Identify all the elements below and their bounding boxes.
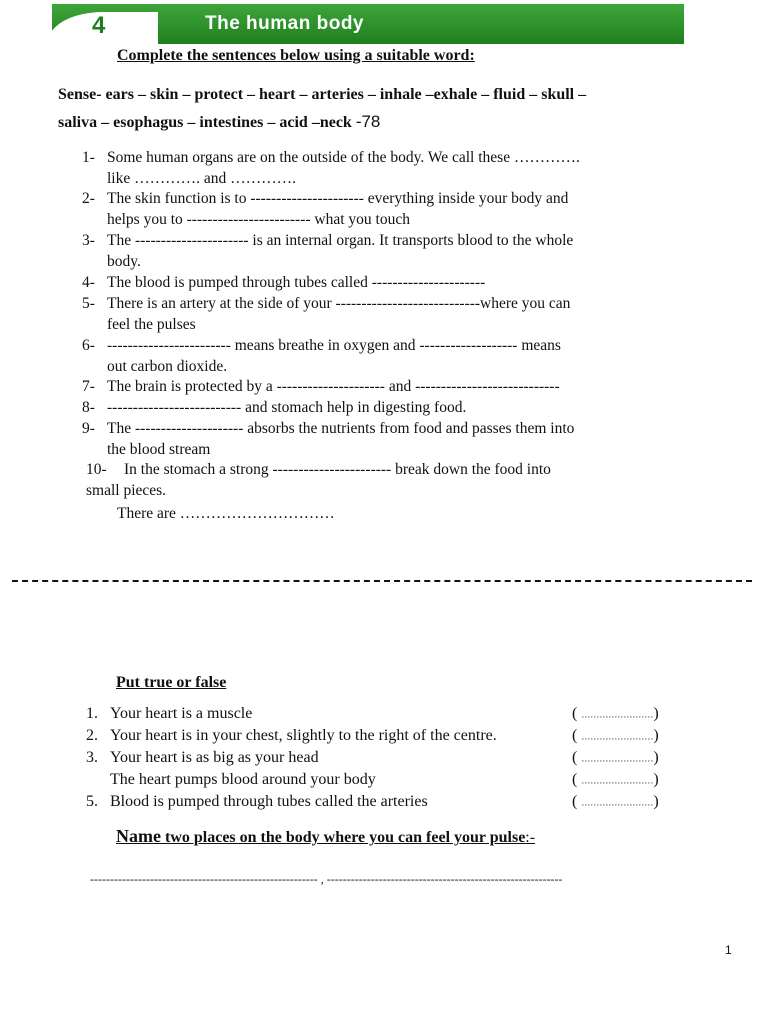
question-text: The --------------------- absorbs the nutrients from food and passes them into: [107, 420, 575, 437]
page-title: The human body: [205, 13, 364, 34]
question-number: 2-: [82, 190, 95, 207]
question-text: small pieces.: [86, 482, 167, 499]
paren-close: ): [653, 727, 659, 744]
answer-dots: ……………………: [581, 753, 654, 764]
question-text: The skin function is to ---------------------- everything inside your body and: [107, 190, 569, 207]
question-text: -------------------------- and stomach help in digesting food.: [107, 399, 467, 416]
true-false-statement: Your heart is as big as your head: [110, 749, 319, 766]
question-text: The brain is protected by a --------------------- and ----------------------------: [107, 378, 560, 395]
paren-open: (: [572, 727, 578, 744]
question-text: The blood is pumped through tubes called ----------------------: [107, 274, 486, 291]
pulse-question-keyword: Name: [116, 826, 161, 846]
question-number: 9-: [82, 420, 95, 437]
true-false-statement: Blood is pumped through tubes called the arteries: [110, 793, 428, 810]
pulse-answer-line[interactable]: --------------------------------------------------------- , -----------------------------------------------------------: [90, 872, 563, 886]
true-false-statement: Your heart is in your chest, slightly to the right of the centre.: [110, 727, 497, 744]
pulse-question-tail: :-: [525, 829, 536, 846]
question-text: In the stomach a strong ----------------------- break down the food into: [124, 461, 551, 478]
answer-blank[interactable]: [572, 793, 659, 811]
page-number: 1: [725, 943, 732, 957]
answer-dots: ……………………: [581, 775, 654, 786]
paren-open: (: [572, 771, 578, 788]
question-number: 3-: [82, 232, 95, 249]
word-bank-line-2: [58, 112, 380, 132]
word-bank-line-1: Sense- ears – skin – protect – heart – arteries – inhale –exhale – fluid – skull –: [58, 86, 587, 103]
question-number: 6-: [82, 337, 95, 354]
question-text: helps you to ------------------------ what you touch: [107, 211, 410, 228]
word-bank-note: -78: [355, 112, 381, 131]
question-number: 10-: [86, 461, 107, 478]
question-text: like …………. and ………….: [107, 170, 296, 187]
paren-close: ): [653, 771, 659, 788]
unit-number: 4: [92, 12, 106, 39]
paren-close: ): [653, 749, 659, 766]
true-false-number: 1.: [86, 705, 98, 722]
section1-instruction: Complete the sentences below using a suitable word:: [117, 47, 475, 64]
answer-dots: ……………………: [581, 731, 654, 742]
paren-open: (: [572, 705, 578, 722]
question-text: body.: [107, 253, 141, 270]
paren-open: (: [572, 793, 578, 810]
pulse-question: [116, 826, 535, 847]
true-false-item: [86, 771, 376, 789]
question-number: 7-: [82, 378, 95, 395]
true-false-number: 3.: [86, 749, 98, 766]
answer-blank[interactable]: [572, 705, 659, 723]
question-text: feel the pulses: [107, 316, 196, 333]
paren-close: ): [653, 705, 659, 722]
question-text: Some human organs are on the outside of the body. We call these ………….: [107, 149, 580, 166]
question-number: 8-: [82, 399, 95, 416]
question-text: the blood stream: [107, 441, 211, 458]
question-text: ------------------------ means breathe in oxygen and ------------------- means: [107, 337, 561, 354]
question-number: 1-: [82, 149, 95, 166]
word-bank-words: saliva – esophagus – intestines – acid –neck: [58, 114, 352, 131]
section-divider: [12, 580, 752, 582]
question-number: 4-: [82, 274, 95, 291]
answer-blank[interactable]: [572, 727, 659, 745]
extra-line: There are …………………………: [117, 505, 335, 522]
answer-blank[interactable]: [572, 771, 659, 789]
question-text: There is an artery at the side of your ----------------------------where you can: [107, 295, 571, 312]
true-false-number: 2.: [86, 727, 98, 744]
true-false-statement: Your heart is a muscle: [110, 705, 253, 722]
true-false-item: [86, 727, 497, 745]
question-text: out carbon dioxide.: [107, 358, 228, 375]
true-false-item: [86, 749, 319, 767]
true-false-number: 5.: [86, 793, 98, 810]
true-false-statement: The heart pumps blood around your body: [110, 771, 376, 788]
paren-close: ): [653, 793, 659, 810]
true-false-item: [86, 705, 252, 723]
true-false-item: [86, 793, 428, 811]
answer-blank[interactable]: [572, 749, 659, 767]
paren-open: (: [572, 749, 578, 766]
true-false-title: Put true or false: [116, 674, 227, 691]
answer-dots: ……………………: [581, 709, 654, 720]
question-text: The ---------------------- is an internal organ. It transports blood to the whole: [107, 232, 574, 249]
answer-dots: ……………………: [581, 797, 654, 808]
question-number: 5-: [82, 295, 95, 312]
pulse-question-text: two places on the body where you can feel your pulse: [160, 829, 526, 846]
